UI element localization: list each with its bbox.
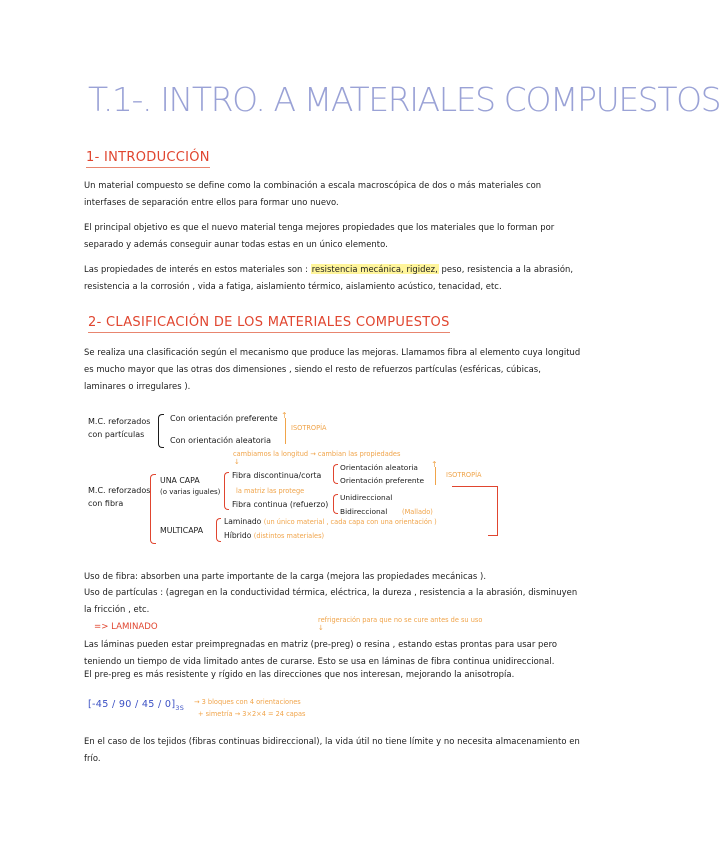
- connector-line-vertical: [497, 486, 498, 536]
- laminado-note: (un único material , cada capa con una orientación ): [263, 518, 437, 526]
- intro-paragraph-2: El principal objetivo es que el nuevo material tenga mejores propiedades que los materiales que lo forman por separado y además conseguir aunar todas estas en un único elemento.: [84, 222, 555, 249]
- fibra-brace: [150, 474, 156, 544]
- classification-paragraph: Se realiza una clasificación según el mecanismo que produce las mejoras. Llamamos fibra al elemento cuya longitud es mucho mayor que las otras dos dimensiones , siendo el resto de refuerzos partículas (esféricas, cúbicas, laminares o irregulares ).: [84, 347, 581, 391]
- fibra-continua-label: Fibra continua (refuerzo): [232, 500, 329, 509]
- intro-paragraph-1: Un material compuesto se define como la combinación a escala macroscópica de dos o más materiales con interfases de separación entre ellos para formar uno nuevo.: [84, 180, 542, 207]
- isotropia-label-1: ISOTROPÍA: [291, 424, 327, 432]
- connector-line-bottom: [488, 535, 498, 536]
- mc-particulas-label: M.C. reforzados con partículas: [88, 417, 151, 439]
- bidireccional-label: Bidireccional: [340, 507, 388, 516]
- una-capa-brace: [224, 472, 229, 510]
- multicapa-label: MULTICAPA: [160, 526, 204, 535]
- section-2-heading: 2- CLASIFICACIÓN DE LOS MATERIALES COMPUESTOS: [88, 315, 450, 330]
- section-1-heading: 1- INTRODUCCIÓN: [86, 150, 210, 165]
- laminado-label: Laminado (un único material , cada capa con una orientación ): [224, 517, 437, 526]
- isotropia-arrow-line-2: [435, 467, 436, 485]
- orient-preferente-label: Orientación preferente: [340, 476, 425, 485]
- stacking-notation: $[-45 / 90 / 45 / 0]_{3S}$: [88, 699, 185, 712]
- uso-fibra-text: Uso de fibra: absorben una parte importante de la carga (mejora las propiedades mecánicas ).: [84, 571, 487, 581]
- longitud-note: cambiamos la longitud → cambian las propiedades: [233, 450, 401, 458]
- tejidos-paragraph: En el caso de los tejidos (fibras continuas bidireccional), la vida útil no tiene límite y no necesita almacenamiento en frío.: [84, 736, 580, 763]
- particulas-brace: [158, 414, 164, 448]
- laminado-heading: => LAMINADO: [94, 622, 158, 632]
- matriz-note: la matriz las protege: [236, 487, 305, 495]
- una-capa-label: UNA CAPA: [160, 476, 200, 485]
- isotropia-label-2: ISOTROPÍA: [446, 471, 482, 479]
- highlighted-properties: resistencia mecánica, rigidez,: [311, 264, 438, 274]
- page-title: T.1-. INTRO. A MATERIALES COMPUESTOS: [88, 80, 720, 119]
- mc-fibra-label: M.C. reforzados con fibra: [88, 486, 151, 508]
- refrigeracion-note: refrigeración para que no se cure antes de su uso: [318, 616, 483, 624]
- unidireccional-label: Unidireccional: [340, 493, 393, 502]
- connector-line-top: [452, 486, 498, 487]
- laminado-paragraph-1: Las láminas pueden estar preimpregnadas en matriz (pre-preg) o resina , estando estas prontas para usar pero teniendo un tiempo de vida limitado antes de curarse. Esto se usa en láminas de fibra continua unidireccional.: [84, 639, 558, 666]
- orientacion-aleatoria-label: Con orientación aleatoria: [170, 436, 272, 445]
- simetria-note: + simetría → 3×2×4 = 24 capas: [198, 710, 306, 718]
- hibrido-label: Híbrido (distintos materiales): [224, 531, 325, 540]
- up-arrow-icon: ↑: [281, 411, 288, 420]
- isotropia-arrow-line: [285, 418, 286, 444]
- orientacion-preferente-label: Con orientación preferente: [170, 414, 278, 423]
- laminado-paragraph-2: El pre-preg es más resistente y rígido en las direcciones que nos interesan, mejorando la anisotropía.: [84, 669, 515, 679]
- down-arrow-icon: ↓: [234, 458, 240, 466]
- discontinua-brace: [333, 464, 338, 484]
- continua-brace: [333, 494, 338, 514]
- multicapa-brace: [216, 518, 221, 542]
- up-arrow-icon-2: ↑: [431, 460, 438, 469]
- intro-paragraph-3: Las propiedades de interés en estos materiales son : resistencia mecánica, rigidez, peso, resistencia a la abrasión, resistencia a la corrosión , vida a fatiga, aislamiento térmico, aislamiento acústico, tenacidad, etc.: [84, 264, 574, 291]
- down-arrow-icon-2: ↓: [318, 624, 324, 632]
- mallado-note: (Mallado): [402, 508, 433, 516]
- varias-iguales-label: (o varias iguales): [160, 488, 221, 496]
- fibra-discontinua-label: Fibra discontinua/corta: [232, 471, 322, 480]
- bloques-note: → 3 bloques con 4 orientaciones: [194, 698, 301, 706]
- hibrido-note: (distintos materiales): [253, 532, 325, 540]
- uso-particulas-text: Uso de partículas : (agregan en la conductividad térmica, eléctrica, la dureza , resistencia a la abrasión, disminuyen la fricción , etc.: [84, 587, 578, 614]
- orient-aleatoria-label: Orientación aleatoria: [340, 463, 418, 472]
